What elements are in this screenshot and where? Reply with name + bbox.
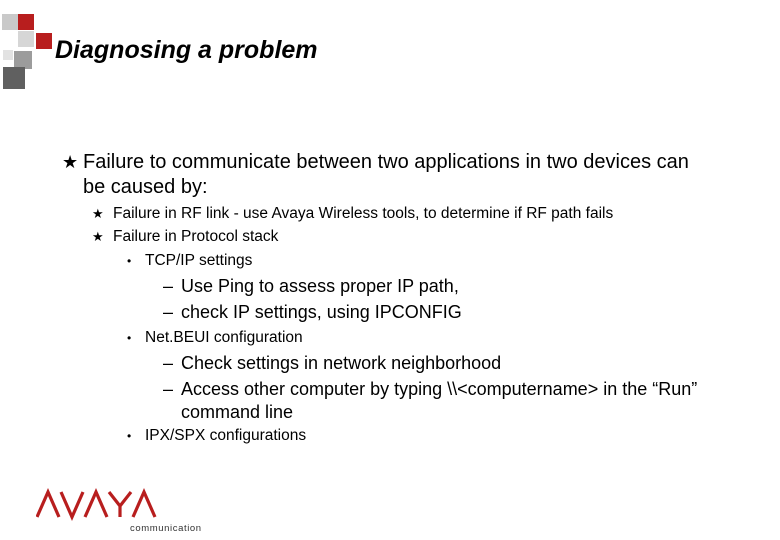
ipxspx-heading: IPX/SPX configurations <box>145 427 307 444</box>
dot-bullet-icon: • <box>127 254 132 268</box>
tcpip-heading: TCP/IP settings <box>145 252 253 269</box>
decor-square <box>18 31 34 47</box>
bullet-rf-text: Failure in RF link - use Avaya Wireless tools, to determine if RF path fails <box>113 205 614 222</box>
decor-square <box>36 33 52 49</box>
bullet-netbeui <box>127 327 303 349</box>
bullet-protocol-text: Failure in Protocol stack <box>113 228 279 245</box>
tcpip-item <box>163 301 462 324</box>
decor-square <box>3 50 13 60</box>
netbeui-item <box>163 352 501 375</box>
dash-bullet-icon: – <box>163 379 174 399</box>
bullet-main-text: Failure to communicate between two applications in two devices can be caused by: <box>83 151 689 198</box>
avaya-tagline: communication <box>130 523 202 534</box>
tcpip-item <box>163 275 459 298</box>
netbeui-item <box>163 378 708 424</box>
dash-bullet-icon: – <box>163 302 174 322</box>
star-bullet-icon: ★ <box>92 229 104 244</box>
netbeui-heading: Net.BEUI configuration <box>145 329 303 346</box>
bullet-main <box>62 150 702 200</box>
decor-square <box>2 14 18 30</box>
avaya-wordmark <box>37 492 155 517</box>
bullet-protocol-stack <box>92 226 278 248</box>
decor-square <box>18 14 34 30</box>
decor-square <box>3 67 25 89</box>
netbeui-item-text: Access other computer by typing \\<computername> in the “Run” command line <box>181 379 698 422</box>
avaya-logo <box>36 487 211 535</box>
slide-title: Diagnosing a problem <box>55 36 318 64</box>
tcpip-item-text: Use Ping to assess proper IP path, <box>181 276 459 296</box>
bullet-ipxspx <box>127 425 306 447</box>
star-bullet-icon: ★ <box>62 152 79 172</box>
dot-bullet-icon: • <box>127 331 132 345</box>
dash-bullet-icon: – <box>163 276 174 296</box>
dash-bullet-icon: – <box>163 353 174 373</box>
star-bullet-icon: ★ <box>92 206 104 221</box>
netbeui-item-text: Check settings in network neighborhood <box>181 353 502 373</box>
bullet-tcpip <box>127 250 252 272</box>
dot-bullet-icon: • <box>127 429 132 443</box>
tcpip-item-text: check IP settings, using IPCONFIG <box>181 302 462 322</box>
bullet-rf-link <box>92 203 613 225</box>
